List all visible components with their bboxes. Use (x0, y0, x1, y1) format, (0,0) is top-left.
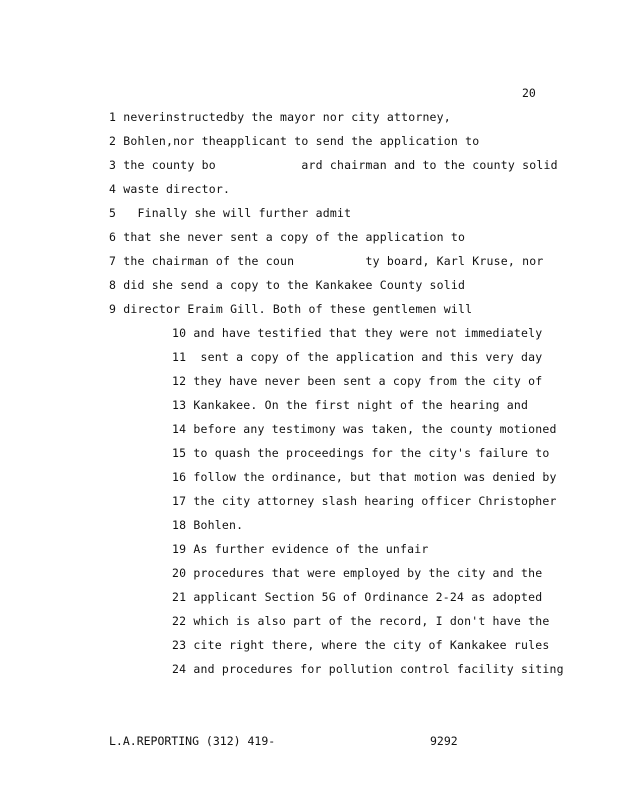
transcript-line: 13 Kankakee. On the first night of the hearing and (172, 398, 529, 412)
page-number: 20 (522, 86, 536, 100)
transcript-line: 12 they have never been sent a copy from the city of (172, 374, 543, 388)
transcript-line: 8 did she send a copy to the Kankakee County solid (109, 278, 466, 292)
transcript-line: 21 applicant Section 5G of Ordinance 2-24 as adopted (172, 590, 543, 604)
transcript-line: 22 which is also part of the record, I don't have the (172, 614, 550, 628)
transcript-line: 18 Bohlen. (172, 518, 244, 532)
transcript-line: 11 sent a copy of the application and this very day (172, 350, 543, 364)
transcript-line: 5 Finally she will further admit (109, 206, 352, 220)
transcript-line: 3 the county bo ard chairman and to the county solid (109, 158, 558, 172)
transcript-line: 14 before any testimony was taken, the county motioned (172, 422, 557, 436)
transcript-line: 10 and have testified that they were not immediately (172, 326, 543, 340)
transcript-line: 7 the chairman of the coun ty board, Karl Kruse, nor (109, 254, 544, 268)
transcript-line: 4 waste director. (109, 182, 231, 196)
transcript-line: 23 cite right there, where the city of Kankakee rules (172, 638, 550, 652)
transcript-line: 1 neverinstructedby the mayor nor city attorney, (109, 110, 451, 124)
transcript-line: 20 procedures that were employed by the city and the (172, 566, 543, 580)
transcript-line: 15 to quash the proceedings for the city's failure to (172, 446, 550, 460)
transcript-line: 6 that she never sent a copy of the application to (109, 230, 466, 244)
transcript-line: 17 the city attorney slash hearing officer Christopher (172, 494, 557, 508)
footer-phone-suffix: 9292 (430, 734, 458, 748)
transcript-line: 16 follow the ordinance, but that motion was denied by (172, 470, 557, 484)
transcript-line: 19 As further evidence of the unfair (172, 542, 429, 556)
transcript-line: 24 and procedures for pollution control facility siting (172, 662, 564, 676)
footer-reporter: L.A.REPORTING (312) 419- (109, 734, 276, 748)
transcript-line: 2 Bohlen,nor theapplicant to send the application to (109, 134, 480, 148)
transcript-line: 9 director Eraim Gill. Both of these gentlemen will (109, 302, 473, 316)
